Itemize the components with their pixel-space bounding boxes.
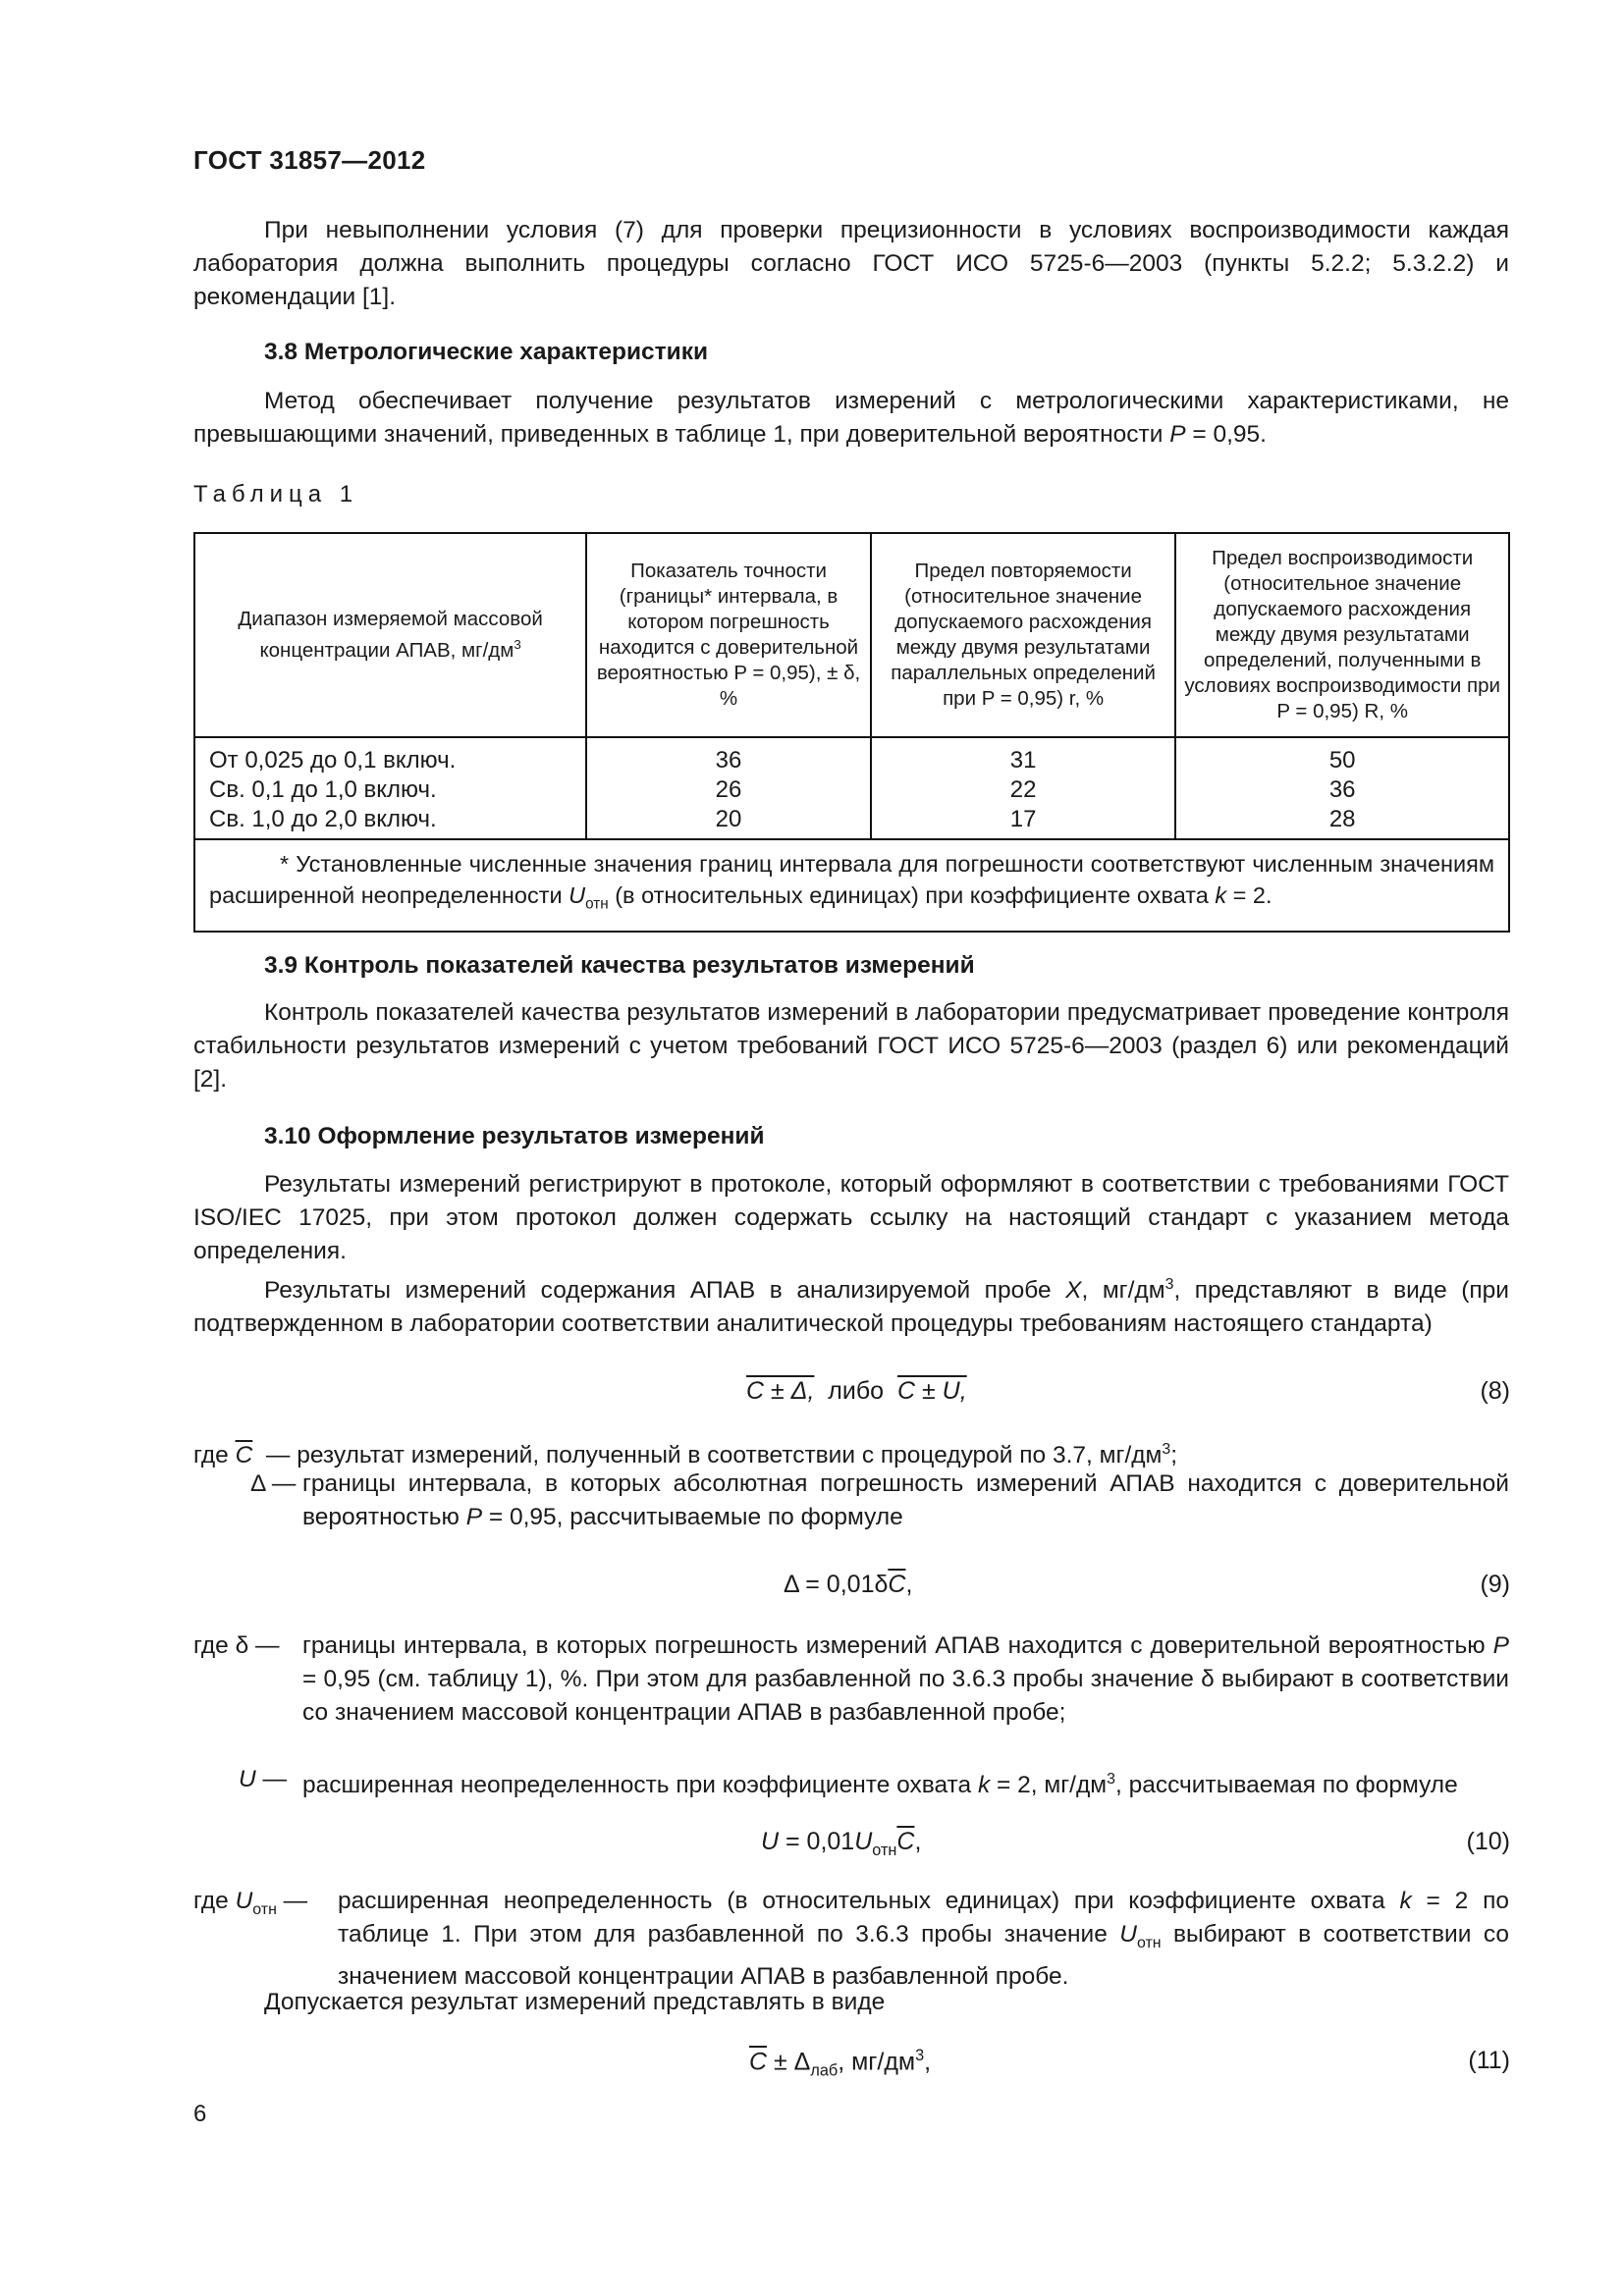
reproducibility-cell: 50 36 28 bbox=[1175, 737, 1509, 839]
standard-header: ГОСТ 31857—2012 bbox=[193, 145, 426, 175]
formula-8: C ± Δ, либо C ± U, bbox=[746, 1377, 967, 1405]
formula-11-number: (11) bbox=[1468, 2047, 1510, 2074]
header-reproducibility: Предел воспроизводимости (относительное значение допускаемого расхождения между двумя результатами определений, полученными в условиях воспроизводимости при P = 0,95) R, % bbox=[1175, 533, 1509, 737]
allowed-text: Допускается результат измерений представлять в виде bbox=[264, 1989, 886, 2015]
repeatability-cell: 31 22 17 bbox=[871, 737, 1176, 839]
definition-uotn-symbol: где $U_{отн}$ — bbox=[193, 1888, 308, 1918]
definition-u-text: расширенная неопределенность при коэффициенте охвата k = 2, $мг/дм^3$, рассчитываемая по формуле bbox=[302, 1771, 1458, 1799]
definition-delta-text: границы интервала, в которых абсолютная погрешность измерений АПАВ находится с доверительной вероятностью P = 0,95, рассчитываемые по формуле bbox=[302, 1470, 1509, 1530]
header-accuracy: Показатель точности (границы* интервала, в котором погрешность находится с доверительной вероятностью P = 0,95), ± δ, % bbox=[586, 533, 871, 737]
formula-10: $U = 0,01U_{отн}\overline{C}$, bbox=[761, 1828, 922, 1859]
definition-d-symbol: где δ — bbox=[193, 1632, 280, 1659]
section-3-8-title: 3.8 Метрологические характеристики bbox=[264, 339, 709, 365]
intro-paragraph: При невыполнении условия (7) для проверки прецизионности в условиях воспроизводимости каждая лаборатория должна выполнить процедуры согласно ГОСТ ИСО 5725-6—2003 (пункты 5.2.2; 5.3.2.2) и рекомендации [1]. bbox=[193, 217, 1509, 310]
formula-9: $\Delta = 0,01\delta\overline{C}$, bbox=[784, 1571, 913, 1598]
section-3-10-p2: Результаты измерений содержания АПАВ в анализируемой пробе X, $мг/дм^3$, представляют в виде (при подтвержденном в лаборатории соответствии аналитической процедуры требованиям настоящего стандарта) bbox=[193, 1276, 1509, 1338]
table-caption: Таблица 1 bbox=[193, 481, 359, 507]
metrology-table bbox=[193, 532, 1510, 933]
formula-9-number: (9) bbox=[1480, 1571, 1510, 1598]
range-cell: От 0,025 до 0,1 включ. Св. 0,1 до 1,0 включ. Св. 1,0 до 2,0 включ. bbox=[194, 737, 586, 839]
section-3-8-text: Метод обеспечивает получение результатов измерений с метрологическими характеристиками, не превышающими значений, приведенных в таблице 1, при доверительной вероятности P = 0,95. bbox=[193, 388, 1509, 448]
definition-u-symbol: U — bbox=[239, 1766, 288, 1792]
definition-d-text: границы интервала, в которых погрешность измерений АПАВ находится с доверительной вероятностью P = 0,95 (см. таблицу 1), %. При этом для разбавленной по 3.6.3 пробы значение δ выбирают в соответствии со значением массовой концентрации АПАВ в разбавленной пробе; bbox=[302, 1632, 1509, 1726]
definition-uotn-text: расширенная неопределенность (в относительных единицах) при коэффициенте охвата k = 2 по таблице 1. При этом для разбавленной по 3.6.3 пробы значение $U_{отн}$ выбирают в соответствии со значением массовой концентрации АПАВ в разбавленной пробе. bbox=[338, 1888, 1509, 1990]
table-data-row bbox=[194, 737, 1509, 839]
formula-8-number: (8) bbox=[1480, 1377, 1510, 1405]
header-range: Диапазон измеряемой массовой концентрации АПАВ, $мг/дм^3$ bbox=[194, 533, 586, 737]
header-repeatability: Предел повторяемости (относительное значение допускаемого расхождения между двумя результатами параллельных определений при P = 0,95) r, % bbox=[871, 533, 1176, 737]
definition-c: где $\overline{C}$ — результат измерений, полученный в соответствии с процедурой по 3.7, $мг/дм^3$; bbox=[193, 1441, 1178, 1469]
section-3-9-text: Контроль показателей качества результатов измерений в лаборатории предусматривает проведение контроля стабильности результатов измерений с учетом требований ГОСТ ИСО 5725-6—2003 (раздел 6) или рекомендаций [2]. bbox=[193, 999, 1509, 1093]
section-3-10-title: 3.10 Оформление результатов измерений bbox=[264, 1123, 765, 1149]
formula-10-number: (10) bbox=[1466, 1828, 1510, 1855]
table-note-row bbox=[194, 839, 1509, 932]
definition-delta-symbol: Δ — bbox=[250, 1470, 297, 1497]
page-number: 6 bbox=[193, 2101, 207, 2127]
table-footnote: * Установленные численные значения границ интервала для погрешности соответствуют численным значениям расширенной неопределенности $U_{отн}$ (в относительных единицах) при коэффициенте охвата k = 2. bbox=[194, 839, 1509, 932]
accuracy-cell: 36 26 20 bbox=[586, 737, 871, 839]
formula-11: $\overline{C} \pm \Delta_{лаб}$, $мг/дм^3$, bbox=[749, 2047, 932, 2080]
table-header-row bbox=[194, 533, 1509, 737]
section-3-9-title: 3.9 Контроль показателей качества результатов измерений bbox=[264, 952, 975, 979]
section-3-10-p1: Результаты измерений регистрируют в протоколе, который оформляют в соответствии с требованиями ГОСТ ISO/IEC 17025, при этом протокол должен содержать ссылку на настоящий стандарт с указанием метода определения. bbox=[193, 1171, 1509, 1264]
